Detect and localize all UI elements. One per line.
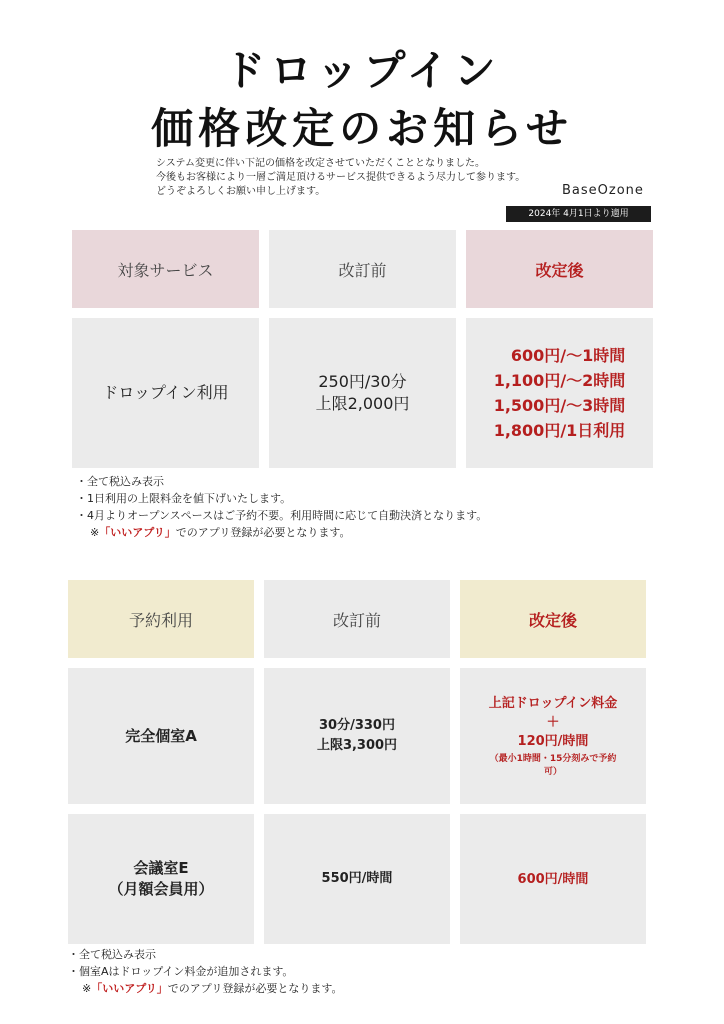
notes-section-1 [76,473,487,541]
note-mark: ※ [82,982,92,995]
app-name: 「いいアプリ」 [99,526,176,539]
table2-header-before: 改訂前 [264,580,450,658]
table2-row1-name: 完全個室A [68,668,254,804]
intro-text [156,157,525,199]
note-line: ・全て税込み表示 [68,948,156,961]
table1-row-service: ドロップイン利用 [72,318,259,468]
price-after-line: 上記ドロップイン料金 [488,695,618,711]
note-line-app [68,980,342,997]
price-after-line: 1,800円/1日利用 [493,421,626,440]
table2-row1-before [264,668,450,804]
room-name-line: 会議室E [133,859,189,877]
table2-header-after: 改定後 [460,580,646,658]
price-before-line: 250円/30分 [318,372,407,391]
note-line: ・全て税込み表示 [76,475,164,488]
table2-row2-name [68,814,254,944]
note-suffix: でのアプリ登録が必要となります。 [175,526,351,539]
price-after-line: 120円/時間 [517,733,589,749]
price-after-line: 1,500円/〜3時間 [493,396,626,415]
app-name: 「いいアプリ」 [91,982,168,995]
note-line: ・1日利用の上限料金を値下げいたします。 [76,492,292,505]
price-before-line: 30分/330円 [319,718,395,733]
note-mark: ※ [90,526,100,539]
price-before-line: 上限3,300円 [316,738,398,753]
table2-header-service: 予約利用 [68,580,254,658]
notes-section-2 [68,946,342,997]
table1-row-after [466,318,653,468]
table1-row-before [269,318,456,468]
price-after-line: 600円/〜1時間 [510,346,626,365]
intro-line: 今後もお客様により一層ご満足頂けるサービス提供できるよう尽力して参ります。 [156,172,526,183]
table2-row2-before: 550円/時間 [264,814,450,944]
price-after-list [494,343,626,443]
reservation-note-line: 可） [543,766,562,777]
room-name-line: （月額会員用） [108,880,214,898]
note-line: ・4月よりオープンスペースはご予約不要。利用時間に応じて自動決済となります。 [76,509,488,522]
intro-line: どうぞよろしくお願い申し上げます。 [156,186,326,197]
price-after-line: 1,100円/〜2時間 [493,371,626,390]
note-suffix: でのアプリ登録が必要となります。 [167,982,343,995]
table2-row1-after [460,668,646,804]
brand-name: BaseOzone [562,183,644,198]
table1-header-after: 改定後 [466,230,653,308]
page-title-line1: ドロップイン [223,46,501,95]
reservation-note [490,753,617,779]
note-line-app [76,524,487,541]
plus-sign: ＋ [546,714,560,730]
intro-line: システム変更に伴い下記の価格を改定させていただくこととなりました。 [156,158,485,169]
table2-row2-after: 600円/時間 [460,814,646,944]
effective-date-badge: 2024年 4月1日より適用 [506,206,651,222]
note-line: ・個室Aはドロップイン料金が追加されます。 [68,965,294,978]
page-title-line2: 価格改定のお知らせ [151,104,573,153]
table1-header-service: 対象サービス [72,230,259,308]
table1-header-before: 改訂前 [269,230,456,308]
reservation-note-line: （最小1時間・15分刻みで予約 [489,753,617,764]
price-before-line: 上限2,000円 [315,394,410,413]
